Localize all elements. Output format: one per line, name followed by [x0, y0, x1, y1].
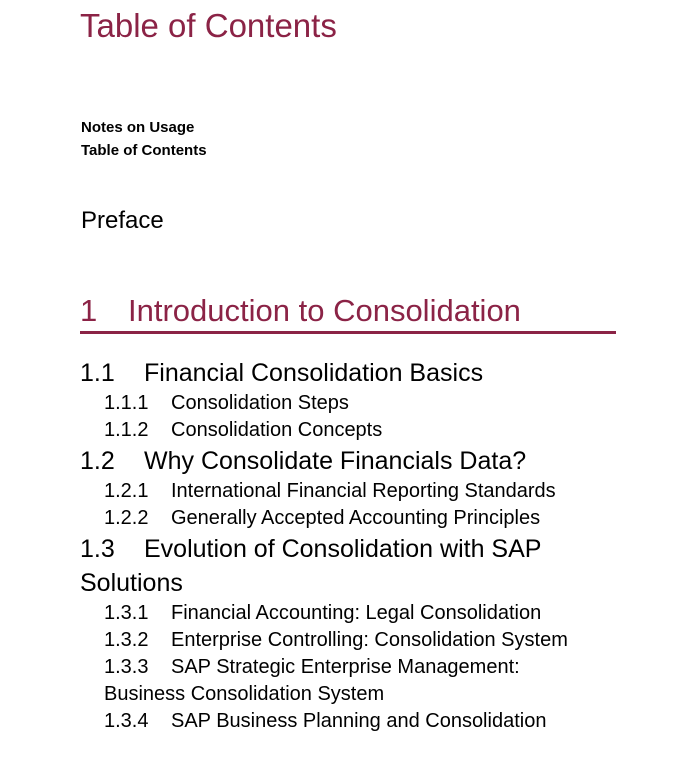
- subsection-number: 1.1.1: [104, 392, 149, 414]
- subsection-title: International Financial Reporting Standards: [171, 480, 556, 502]
- subsection-title: Consolidation Concepts: [171, 419, 383, 441]
- toc-subsection[interactable]: [80, 654, 640, 681]
- toc-subsection[interactable]: [80, 390, 640, 417]
- subsection-number: 1.3.4: [104, 710, 149, 732]
- front-matter-item[interactable]: Table of Contents: [81, 142, 207, 159]
- page-title: Table of Contents: [80, 7, 337, 44]
- toc-section[interactable]: [80, 532, 640, 566]
- subsection-title: Financial Accounting: Legal Consolidation: [171, 602, 542, 624]
- subsection-number: 1.1.2: [104, 419, 149, 441]
- subsection-number: 1.3.1: [104, 602, 149, 624]
- subsection-number: 1.2.2: [104, 507, 149, 529]
- section-number: 1.3: [80, 535, 115, 563]
- toc-subsection[interactable]: [80, 627, 640, 654]
- front-matter-item[interactable]: Notes on Usage: [81, 119, 195, 136]
- toc-subsection[interactable]: [80, 478, 640, 505]
- subsection-number: 1.3.2: [104, 629, 149, 651]
- subsection-title: Generally Accepted Accounting Principles: [171, 507, 541, 529]
- section-title: Financial Consolidation Basics: [144, 359, 484, 387]
- toc-subsection[interactable]: [80, 708, 640, 735]
- front-matter-list: [81, 116, 207, 162]
- chapter-number: 1: [80, 293, 98, 328]
- chapter-title: Introduction to Consolidation: [128, 293, 521, 328]
- subsection-title: Consolidation Steps: [171, 392, 349, 414]
- subsection-title-continuation[interactable]: Business Consolidation System: [104, 683, 385, 705]
- chapter-heading[interactable]: [80, 292, 616, 334]
- subsection-title: SAP Business Planning and Consolidation: [171, 710, 547, 732]
- toc-subsection[interactable]: [80, 600, 640, 627]
- subsection-title: SAP Strategic Enterprise Management:: [171, 656, 520, 678]
- section-title-continuation[interactable]: Solutions: [80, 569, 183, 597]
- preface-entry[interactable]: Preface: [81, 207, 164, 234]
- subsection-number: 1.3.3: [104, 656, 149, 678]
- toc-section[interactable]: [80, 444, 640, 478]
- section-title: Why Consolidate Financials Data?: [144, 447, 527, 475]
- section-number: 1.2: [80, 447, 115, 475]
- section-number: 1.1: [80, 359, 115, 387]
- toc-section[interactable]: [80, 356, 640, 390]
- subsection-title: Enterprise Controlling: Consolidation System: [171, 629, 568, 651]
- section-title: Evolution of Consolidation with SAP: [144, 535, 542, 563]
- toc-list: [80, 356, 640, 735]
- toc-subsection[interactable]: [80, 505, 640, 532]
- toc-subsection[interactable]: [80, 417, 640, 444]
- subsection-number: 1.2.1: [104, 480, 149, 502]
